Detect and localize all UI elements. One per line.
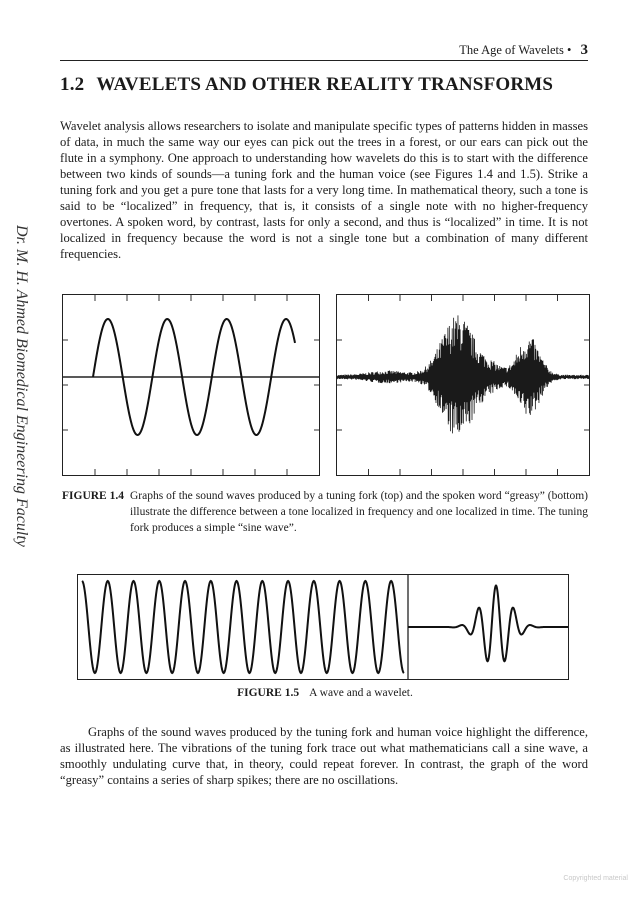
spoken-word-graph [336,294,590,476]
running-head-separator: • [566,43,572,57]
wave-and-wavelet-graph [77,574,569,680]
side-note-handwriting: Dr. M. H. Ahmed Biomedical Engineering Faculty [13,225,30,547]
wave-line [82,581,404,673]
figure-1-5-label: FIGURE 1.5 [237,687,300,699]
figure-1-5-caption [62,685,588,701]
running-head-title: The Age of Wavelets [459,43,564,57]
figure-1-4-caption [62,488,588,536]
section-number: 1.2 [60,74,85,95]
wavelet-line [408,586,568,662]
body-paragraph-2: Graphs of the sound waves produced by the tuning fork and human voice highlight the difference, as illustrated here. The vibrations of the tuning fork trace out what mathematicians call a sine wave, a smoothly undulating curve that, in theory, could repeat forever. In contrast, the graph of the word “greasy” contains a series of sharp spikes; there are no oscillations. [60,725,588,787]
spoken-word-svg [337,295,589,475]
running-head [60,42,588,59]
tuning-fork-svg [63,295,319,475]
header-rule [60,60,588,61]
voice-waveform-line [337,315,589,433]
tuning-fork-ticks [63,295,319,475]
section-heading: WAVELETS AND OTHER REALITY TRANSFORMS [96,74,554,95]
copyright-watermark: Copyrighted material [563,875,628,882]
body-paragraph-1: Wavelet analysis allows researchers to isolate and manipulate specific types of patterns hidden in masses of data, in much the same way our eyes can pick out the trees in a forest, or our ears can pick out the flute in a symphony. One approach to understanding how wavelets do this is to start with the difference between two kinds of sounds—a tuning fork and the human voice (see Figures 1.4 and 1.5). Strike a tuning fork and you get a pure tone that lasts for a very long time. In mathematical theory, such a tone is said to be “localized” in frequency, that is, it consists of a single note with no higher-frequency overtones. A spoken word, by contrast, lasts for only a second, and thus is “localized” in time. It is not localized in frequency because the word is not a single tone but a combination of many different frequencies. [60,119,588,261]
wave-wavelet-svg [78,575,568,679]
tuning-fork-graph [62,294,320,476]
page-number: 3 [580,42,588,58]
figure-1-5-text: A wave and a wavelet. [309,687,413,699]
figure-1-4-text: Graphs of the sound waves produced by a tuning fork (top) and the spoken word “greasy” (bottom) illustrate the difference between a tone localized in frequency and one localized in time. The tuning fork produces a simple “sine wave”. [130,490,588,534]
section-title [60,74,590,96]
figure-1-4-label: FIGURE 1.4 [62,490,124,502]
